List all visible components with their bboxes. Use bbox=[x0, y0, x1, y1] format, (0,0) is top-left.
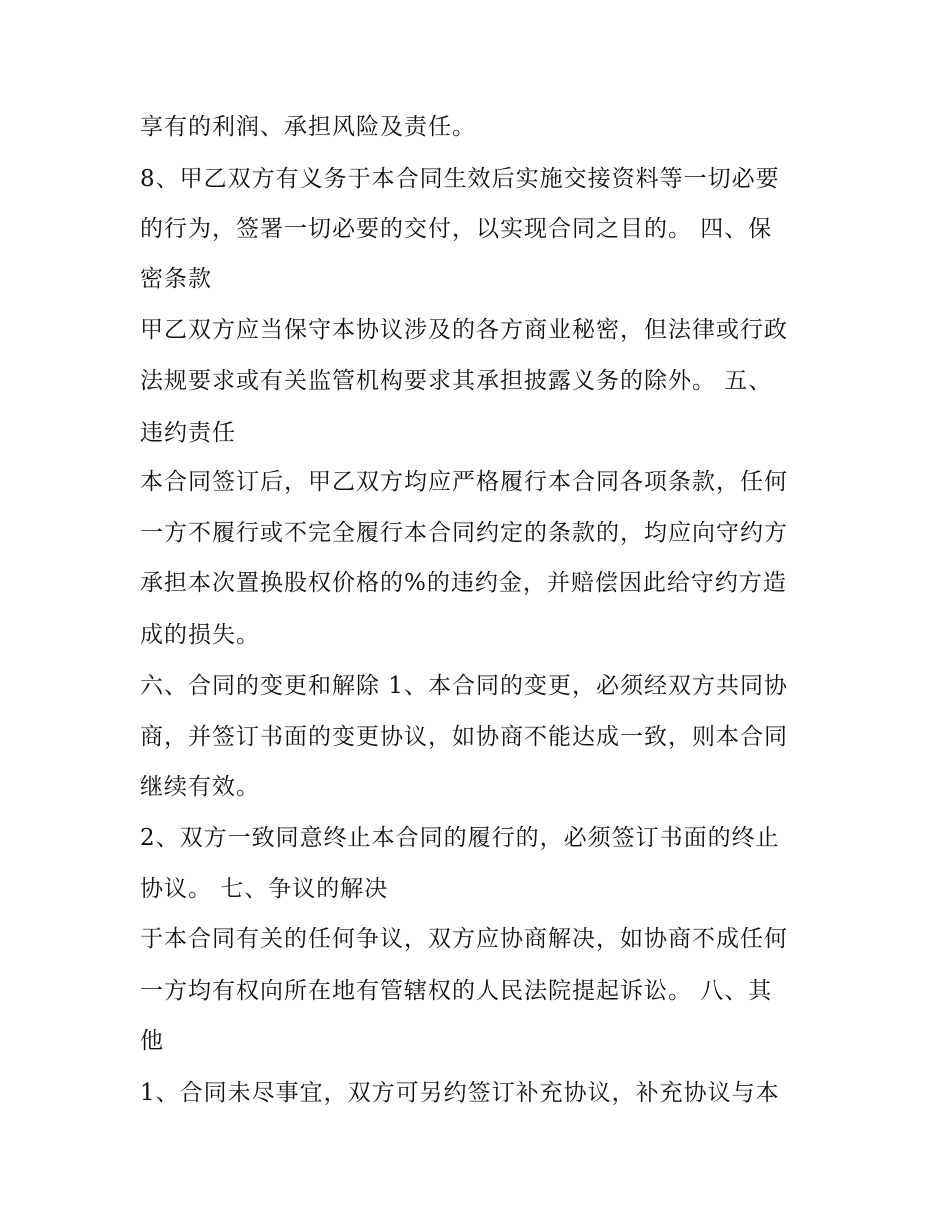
text-line-15: 2、双方一致同意终止本合同的履行的，必须签订书面的终止 bbox=[140, 825, 780, 851]
text-line-16: 协议。 七、争议的解决 bbox=[140, 876, 389, 902]
text-line-2: 8、甲乙双方有义务于本合同生效后实施交接资料等一切必要 bbox=[140, 166, 780, 192]
text-line-1: 享有的利润、承担风险及责任。 bbox=[140, 114, 476, 140]
text-line-18: 一方均有权向所在地有管辖权的人民法院提起诉讼。 八、其 bbox=[140, 978, 773, 1004]
text-line-12: 六、合同的变更和解除 1、本合同的变更，必须经双方共同协 bbox=[140, 673, 788, 699]
text-line-17: 于本合同有关的任何争议，双方应协商解决，如协商不成任何 bbox=[140, 926, 788, 952]
text-line-4: 密条款 bbox=[140, 266, 212, 292]
text-line-19: 他 bbox=[140, 1028, 164, 1054]
text-line-5: 甲乙双方应当保守本协议涉及的各方商业秘密，但法律或行政 bbox=[140, 317, 788, 343]
text-line-3: 的行为，签署一切必要的交付，以实现合同之目的。 四、保 bbox=[140, 216, 773, 242]
text-line-8: 本合同签订后，甲乙双方均应严格履行本合同各项条款，任何 bbox=[140, 469, 788, 495]
text-line-9: 一方不履行或不完全履行本合同约定的条款的，均应向守约方 bbox=[140, 520, 788, 546]
text-line-10: 承担本次置换股权价格的%的违约金，并赔偿因此给守约方造 bbox=[140, 570, 787, 596]
text-line-13: 商，并签订书面的变更协议，如协商不能达成一致，则本合同 bbox=[140, 724, 788, 750]
text-line-14: 继续有效。 bbox=[140, 774, 260, 800]
text-line-20: 1、合同未尽事宜，双方可另约签订补充协议，补充协议与本 bbox=[140, 1080, 780, 1106]
text-line-7: 违约责任 bbox=[140, 420, 236, 446]
text-line-6: 法规要求或有关监管机构要求其承担披露义务的除外。 五、 bbox=[140, 368, 773, 394]
text-line-11: 成的损失。 bbox=[140, 622, 260, 648]
